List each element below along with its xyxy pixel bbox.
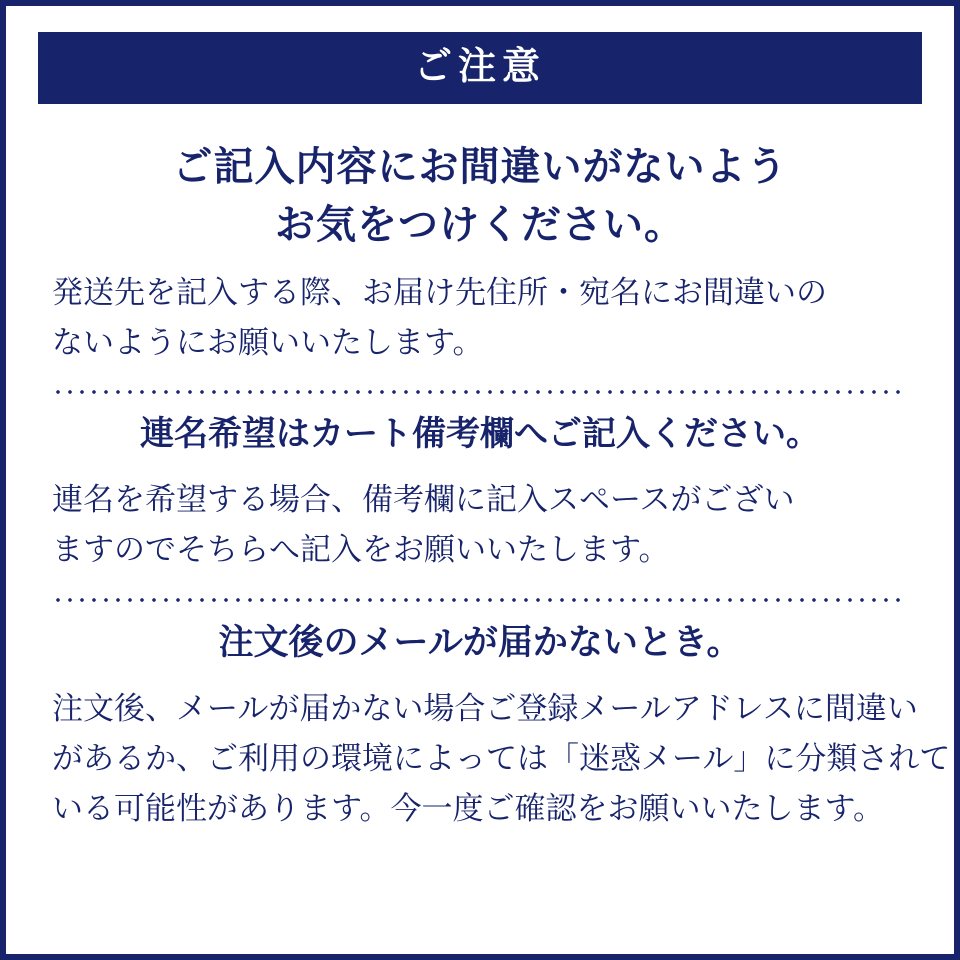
- divider-1: [52, 390, 908, 394]
- body-line: ますのでそちらへ記入をお願いいたします。: [52, 532, 670, 568]
- section-email-not-received-body: [52, 684, 951, 835]
- page-title: [38, 138, 922, 254]
- notice-banner-title: ご注意: [38, 32, 922, 104]
- body-line: 発送先を記入する際、お届け先住所・宛名にお間違いの: [52, 275, 827, 310]
- notice-content: [6, 6, 954, 954]
- section-joint-names: [38, 414, 922, 575]
- body-line: 注文後、メールが届かない場合ご登録メールアドレスに間違い: [52, 690, 918, 726]
- page-title-line-1: ご記入内容にお間違いがないよう: [172, 145, 788, 189]
- divider-2: [52, 598, 908, 602]
- section-shipping-address-body: [52, 268, 922, 368]
- section-shipping-address: [38, 268, 922, 368]
- page-title-line-2: お気をつけください。: [275, 203, 685, 247]
- body-line: いる可能性があります。今一度ご確認をお願いいたします。: [52, 791, 885, 827]
- body-line: があるか、ご利用の環境によっては「迷惑メール」に分類されて: [52, 740, 951, 776]
- body-line: 連名を希望する場合、備考欄に記入スペースがござい: [52, 482, 795, 518]
- section-email-not-received: [38, 622, 951, 835]
- body-line: ないようにお願いいたします。: [52, 325, 484, 361]
- section-joint-names-heading: 連名希望はカート備考欄へご記入ください。: [140, 415, 820, 454]
- section-joint-names-body: [52, 475, 922, 575]
- section-email-not-received-heading: 注文後のメールが届かないとき。: [218, 622, 742, 662]
